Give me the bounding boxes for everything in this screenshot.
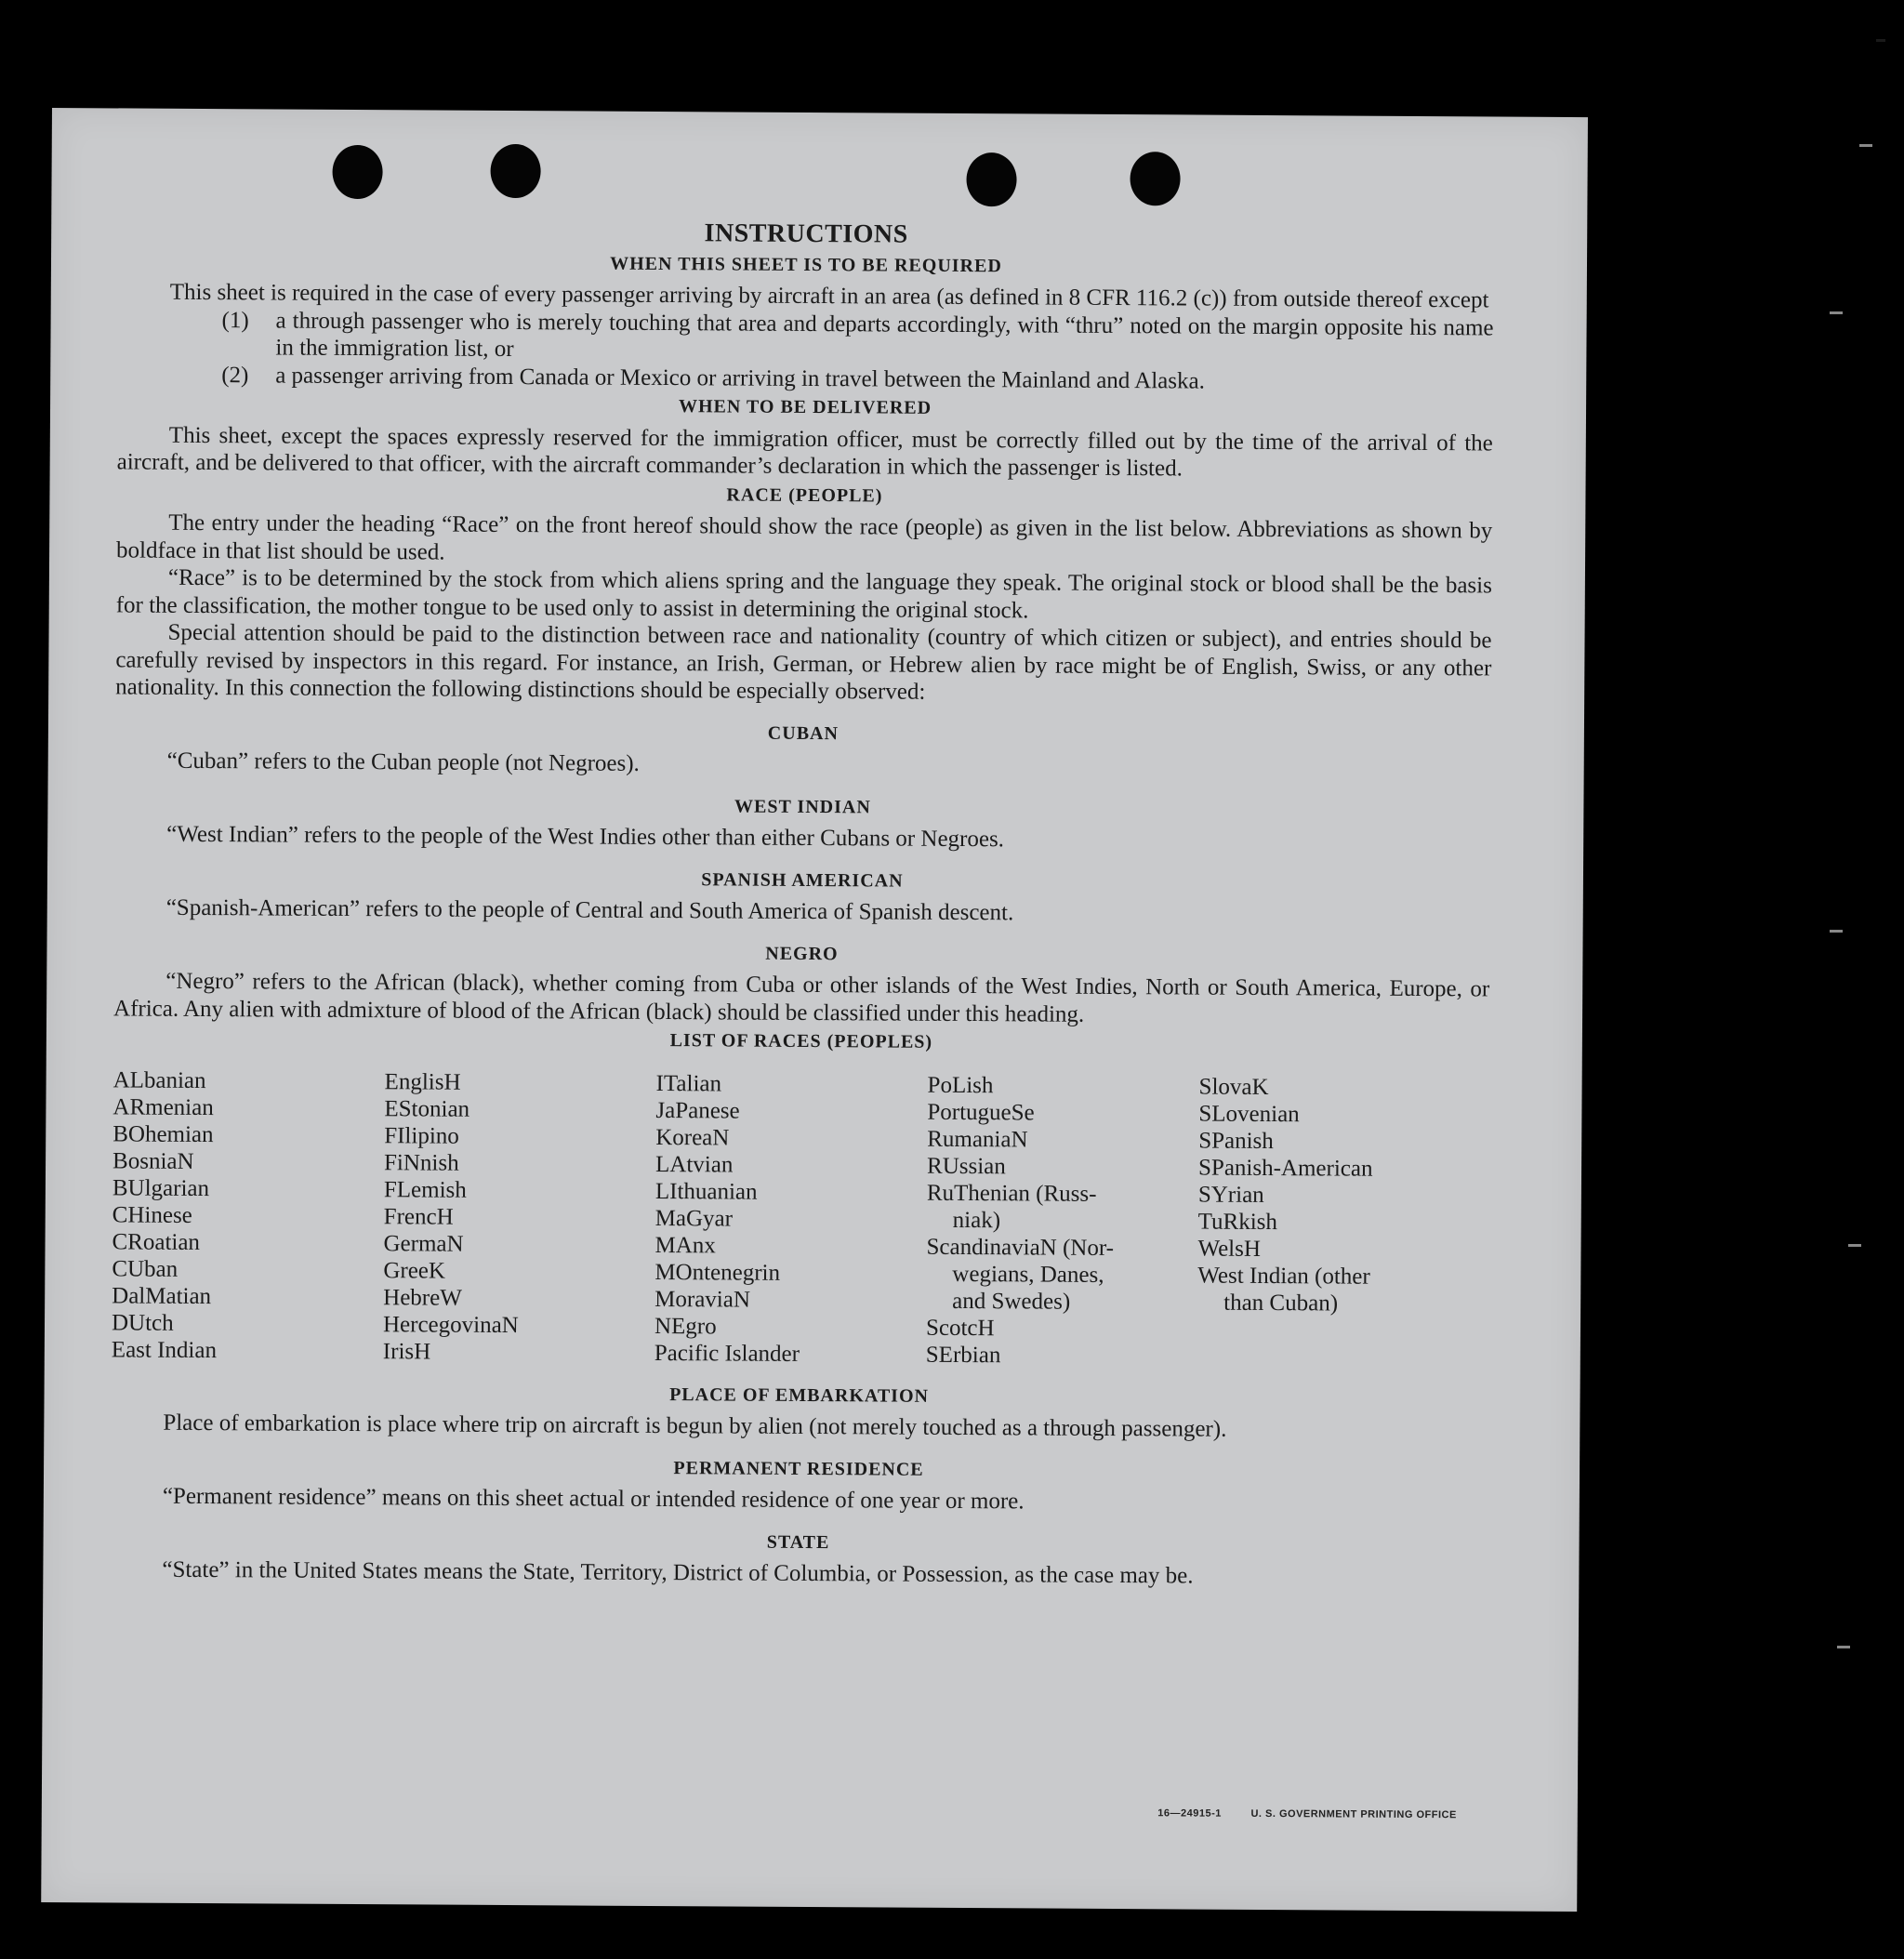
race-entry: ScotcH xyxy=(925,1315,995,1341)
race-entry: SErbian xyxy=(925,1342,1001,1368)
race-entry: PoLish xyxy=(927,1072,994,1098)
section-heading: WHEN THIS SHEET IS TO BE REQUIRED xyxy=(610,253,1002,276)
race-entry: ScandinaviaN (Nor- xyxy=(926,1234,1115,1261)
race-entry: LAtvian xyxy=(654,1151,734,1177)
punch-hole xyxy=(1130,152,1180,205)
race-entry: EStonian xyxy=(384,1095,470,1122)
race-entry: IrisH xyxy=(382,1338,431,1365)
race-entry: ARmenian xyxy=(112,1093,214,1120)
race-entry: RumaniaN xyxy=(927,1126,1028,1152)
scan-mark xyxy=(1837,1646,1850,1648)
race-entry: LIthuanian xyxy=(654,1178,758,1205)
paragraph: This sheet, except the spaces expressly reserved for the immigration officer, must be correctly filled out by the time of the arrival of the aircraft, and be delivered to that officer, with the aircraft commander’s declaration in which the passenger is listed. xyxy=(116,422,1493,482)
race-entry: MAnx xyxy=(654,1232,716,1258)
race-entry: HercegovinaN xyxy=(382,1311,519,1338)
race-entry: West Indian (other xyxy=(1197,1263,1370,1290)
race-entry: FrencH xyxy=(383,1203,454,1230)
scan-mark xyxy=(1859,144,1872,147)
race-column xyxy=(112,1066,385,1365)
paragraph: Special attention should be paid to the distinction between race and nationality (country of which citizen or subject), and entries should be carefully revised by inspectors in this regard. For instance, an Irish, German, or Hebrew alien by race might be of English, Swiss, or any other nationality. In this connection the following distinctions should be especially observed: xyxy=(115,619,1492,705)
section-heading: PLACE OF EMBARKATION xyxy=(669,1383,930,1407)
section-heading: CUBAN xyxy=(767,722,840,744)
race-column xyxy=(383,1068,656,1367)
paragraph: Place of embarkation is place where trip on aircraft is begun by alien (not merely touched as a through passenger). xyxy=(163,1410,1227,1442)
race-entry: GreeK xyxy=(383,1257,446,1284)
paragraph: This sheet is required in the case of every passenger arriving by aircraft in an area (as defined in 8 CFR 116.2 (c)) from outside thereof except xyxy=(169,279,1489,313)
paragraph: “Spanish-American” refers to the people of Central and South America of Spanish descent. xyxy=(165,894,1014,926)
item-number: (1) xyxy=(221,307,249,333)
paragraph: “Race” is to be determined by the stock from which aliens spring and the language they speak. The original stock or blood shall be the basis for the classification, the mother tongue to be used only to assist in determining the original stock. xyxy=(115,564,1492,623)
document-sheet xyxy=(41,108,1588,1912)
printer-name: U. S. GOVERNMENT PRINTING OFFICE xyxy=(1250,1807,1457,1821)
race-entry: SPanish xyxy=(1198,1128,1274,1154)
race-entry: SPanish-American xyxy=(1197,1155,1373,1182)
item-text: a through passenger who is merely touching that area and departs accordingly, with “thru” noted on the margin opposite his name in the immigration list, or xyxy=(275,307,1494,363)
race-entry: CHinese xyxy=(112,1201,192,1228)
race-entry: SlovaK xyxy=(1198,1074,1269,1100)
race-entry: GermaN xyxy=(383,1230,464,1257)
race-entry: FIlipino xyxy=(384,1122,459,1149)
scan-mark xyxy=(1848,1244,1861,1247)
race-entry: niak) xyxy=(952,1207,1001,1233)
scan-mark xyxy=(1876,39,1885,42)
race-entry: FLemish xyxy=(383,1176,467,1203)
race-entry: than Cuban) xyxy=(1223,1290,1339,1316)
scan-mark xyxy=(1830,311,1843,314)
section-heading: PERMANENT RESIDENCE xyxy=(673,1457,924,1480)
race-entry: BUlgarian xyxy=(112,1174,210,1201)
race-entry: and Swedes) xyxy=(952,1288,1071,1315)
race-entry: FiNnish xyxy=(383,1149,459,1176)
race-entry: DUtch xyxy=(111,1309,174,1336)
race-list xyxy=(112,1066,1489,1371)
race-entry: KoreaN xyxy=(655,1124,730,1150)
race-entry: DalMatian xyxy=(112,1282,212,1309)
race-column xyxy=(654,1069,928,1368)
form-code: 16—24915-1 xyxy=(1157,1807,1222,1820)
paragraph: “Negro” refers to the African (black), whether coming from Cuba or other islands of the West Indies, North or South America, Europe, or Africa. Any alien with admixture of blood of the African (black) should be classified under this heading. xyxy=(113,968,1490,1027)
race-entry: MoraviaN xyxy=(654,1286,751,1313)
race-entry: ITalian xyxy=(655,1070,722,1096)
race-entry: TuRkish xyxy=(1197,1209,1278,1235)
paragraph: The entry under the heading “Race” on the front hereof should show the race (people) as given in the list below. Abbreviations as shown by boldface in that list should be used. xyxy=(116,510,1493,565)
race-entry: RuThenian (Russ- xyxy=(926,1180,1097,1207)
race-entry: MOntenegrin xyxy=(654,1259,781,1286)
item-number: (2) xyxy=(221,362,249,388)
punch-hole xyxy=(332,145,382,199)
race-column xyxy=(926,1071,1199,1370)
paragraph: “Permanent residence” means on this sheet actual or intended residence of one year or more. xyxy=(162,1483,1025,1515)
section-heading: SPANISH AMERICAN xyxy=(701,868,904,892)
race-entry: SYrian xyxy=(1197,1182,1264,1208)
race-column xyxy=(1197,1073,1471,1371)
paragraph: “West Indian” refers to the people of the West Indies other than either Cubans or Negroes. xyxy=(166,821,1005,853)
printer-imprint xyxy=(1131,1807,1457,1820)
punch-hole xyxy=(966,152,1016,206)
item-text: a passenger arriving from Canada or Mexico or arriving in travel between the Mainland and Alaska. xyxy=(275,362,1205,394)
race-entry: RUssian xyxy=(926,1153,1006,1179)
section-heading: LIST OF RACES (PEOPLES) xyxy=(669,1030,933,1052)
list-item xyxy=(117,306,1493,369)
race-entry: wegians, Danes, xyxy=(952,1261,1104,1288)
race-entry: BosniaN xyxy=(112,1147,194,1174)
race-entry: Pacific Islander xyxy=(654,1340,800,1367)
race-entry: ALbanian xyxy=(112,1066,206,1093)
section-heading: RACE (PEOPLE) xyxy=(726,483,883,506)
race-entry: JaPanese xyxy=(655,1097,740,1124)
race-entry: WelsH xyxy=(1197,1236,1262,1262)
race-entry: CUban xyxy=(112,1255,178,1282)
race-entry: BOhemian xyxy=(112,1120,214,1147)
section-heading: WHEN TO BE DELIVERED xyxy=(678,396,932,418)
race-entry: SLovenian xyxy=(1198,1101,1300,1127)
scan-mark xyxy=(1830,930,1843,933)
section-heading: STATE xyxy=(766,1531,830,1553)
race-entry: NEgro xyxy=(654,1313,717,1339)
page-title: INSTRUCTIONS xyxy=(704,218,908,249)
paragraph: “Cuban” refers to the Cuban people (not Negroes). xyxy=(166,748,640,776)
punch-hole xyxy=(490,144,540,198)
race-entry: PortugueSe xyxy=(927,1099,1035,1125)
section-heading: WEST INDIAN xyxy=(734,795,871,817)
race-entry: MaGyar xyxy=(654,1205,734,1231)
instructions-body xyxy=(110,216,1494,1592)
race-entry: CRoatian xyxy=(112,1228,201,1255)
section-heading: NEGRO xyxy=(765,943,839,964)
race-entry: EnglisH xyxy=(384,1068,461,1095)
paragraph: “State” in the United States means the State, Territory, District of Columbia, or Possession, as the case may be. xyxy=(162,1556,1194,1589)
race-entry: HebreW xyxy=(383,1284,462,1311)
race-entry: East Indian xyxy=(111,1336,218,1363)
